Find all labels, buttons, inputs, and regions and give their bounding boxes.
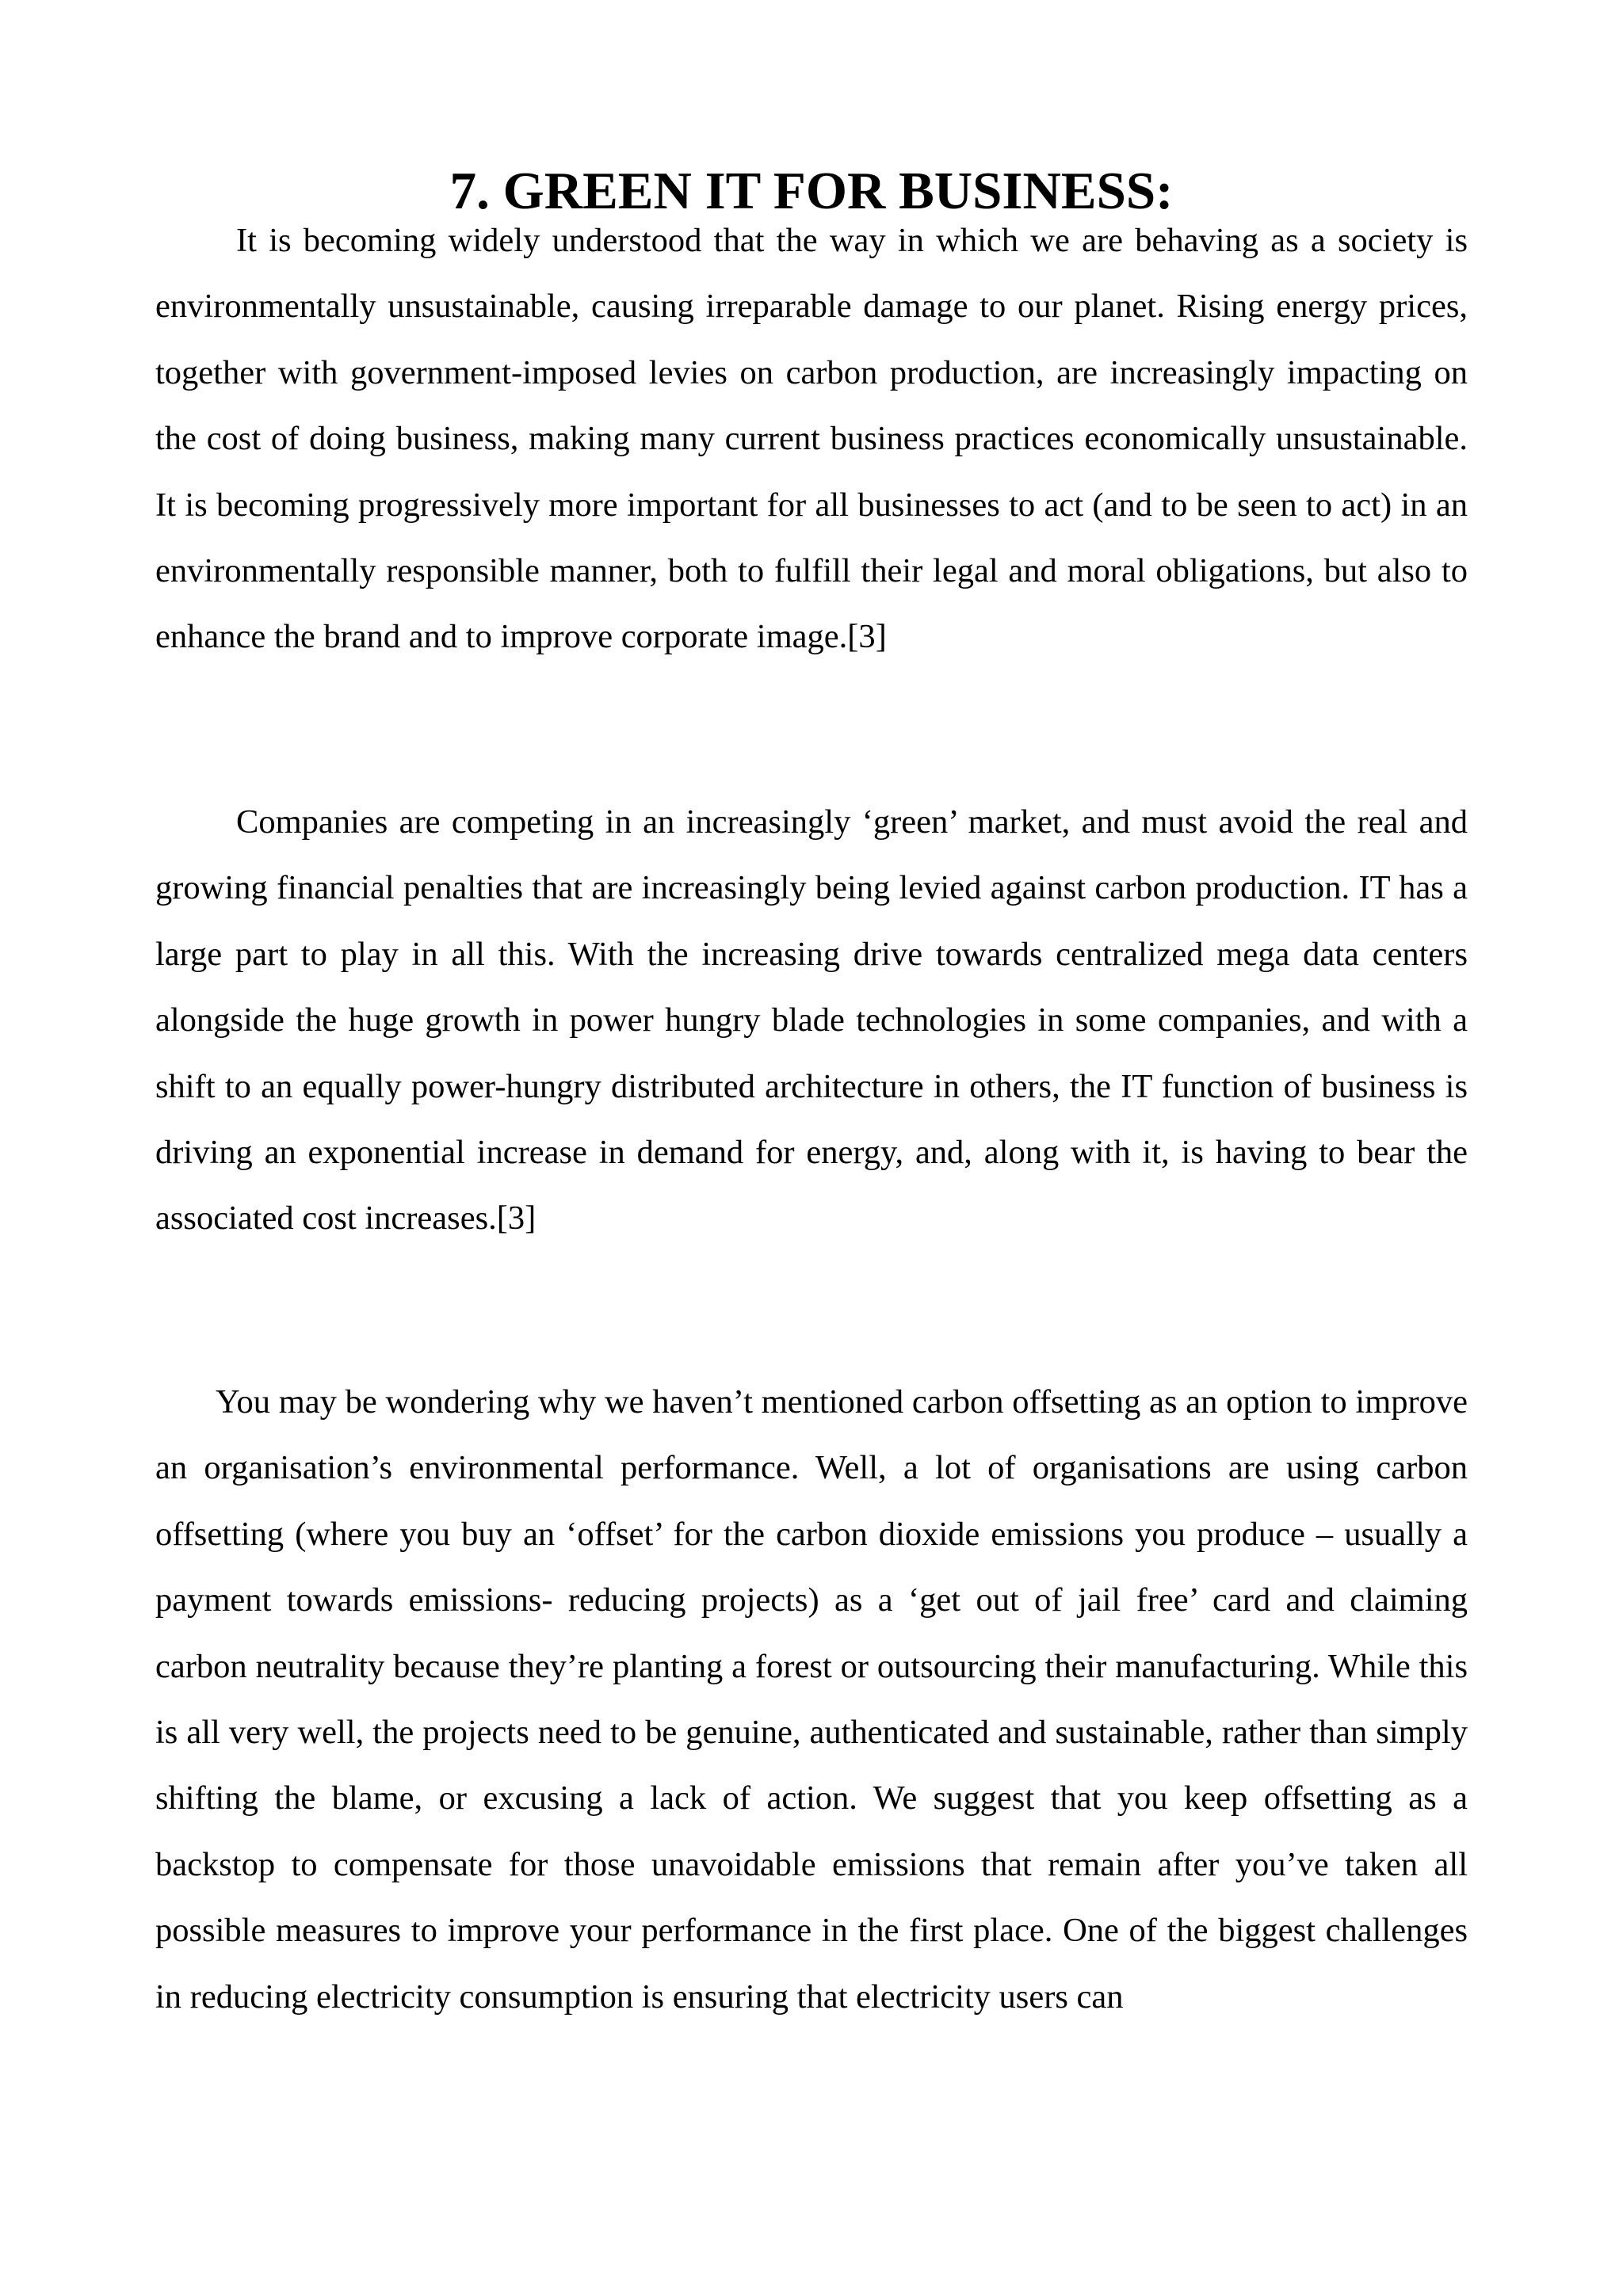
paragraph-green-market: Companies are competing in an increasingly ‘green’ market, and must avoid the real and growing financial penalties that are increasingly being levied against carbon production. IT has a large part to play in all this. With the increasing drive towards centralized mega data centers alongside the huge growth in power hungry blade technologies in some companies, and with a shift to an equally power-hungry distributed architecture in others, the IT function of business is driving an exponential increase in demand for energy, and, along with it, is having to bear the associated cost increases.[3]: [155, 803, 1468, 1238]
page-title: 7. GREEN IT FOR BUSINESS:: [449, 162, 1174, 220]
paragraph-green-it-intro: It is becoming widely understood that the way in which we are behaving as a society is environmentally unsustainable, causing irreparable damage to our planet. Rising energy prices, together with government-imposed levies on carbon production, are increasingly impacting on the cost of doing business, making many current business practices economically unsustainable. It is becoming progressively more important for all businesses to act (and to be seen to act) in an environmentally responsible manner, both to fulfill their legal and moral obligations, but also to enhance the brand and to improve corporate image.[3]: [155, 222, 1468, 656]
paragraph-carbon-offsetting: You may be wondering why we haven’t mentioned carbon offsetting as an option to improve an organisation’s environmental performance. Well, a lot of organisations are using carbon offsetting (where you buy an ‘offset’ for the carbon dioxide emissions you produce – usually a payment towards emissions- reducing projects) as a ‘get out of jail free’ card and claiming carbon neutrality because they’re planting a forest or outsourcing their manufacturing. While this is all very well, the projects need to be genuine, authenticated and sustainable, rather than simply shifting the blame, or excusing a lack of action. We suggest that you keep offsetting as a backstop to compensate for those unavoidable emissions that remain after you’ve taken all possible measures to improve your performance in the first place. One of the biggest challenges in reducing electricity consumption is ensuring that electricity users can: [155, 1383, 1468, 2016]
